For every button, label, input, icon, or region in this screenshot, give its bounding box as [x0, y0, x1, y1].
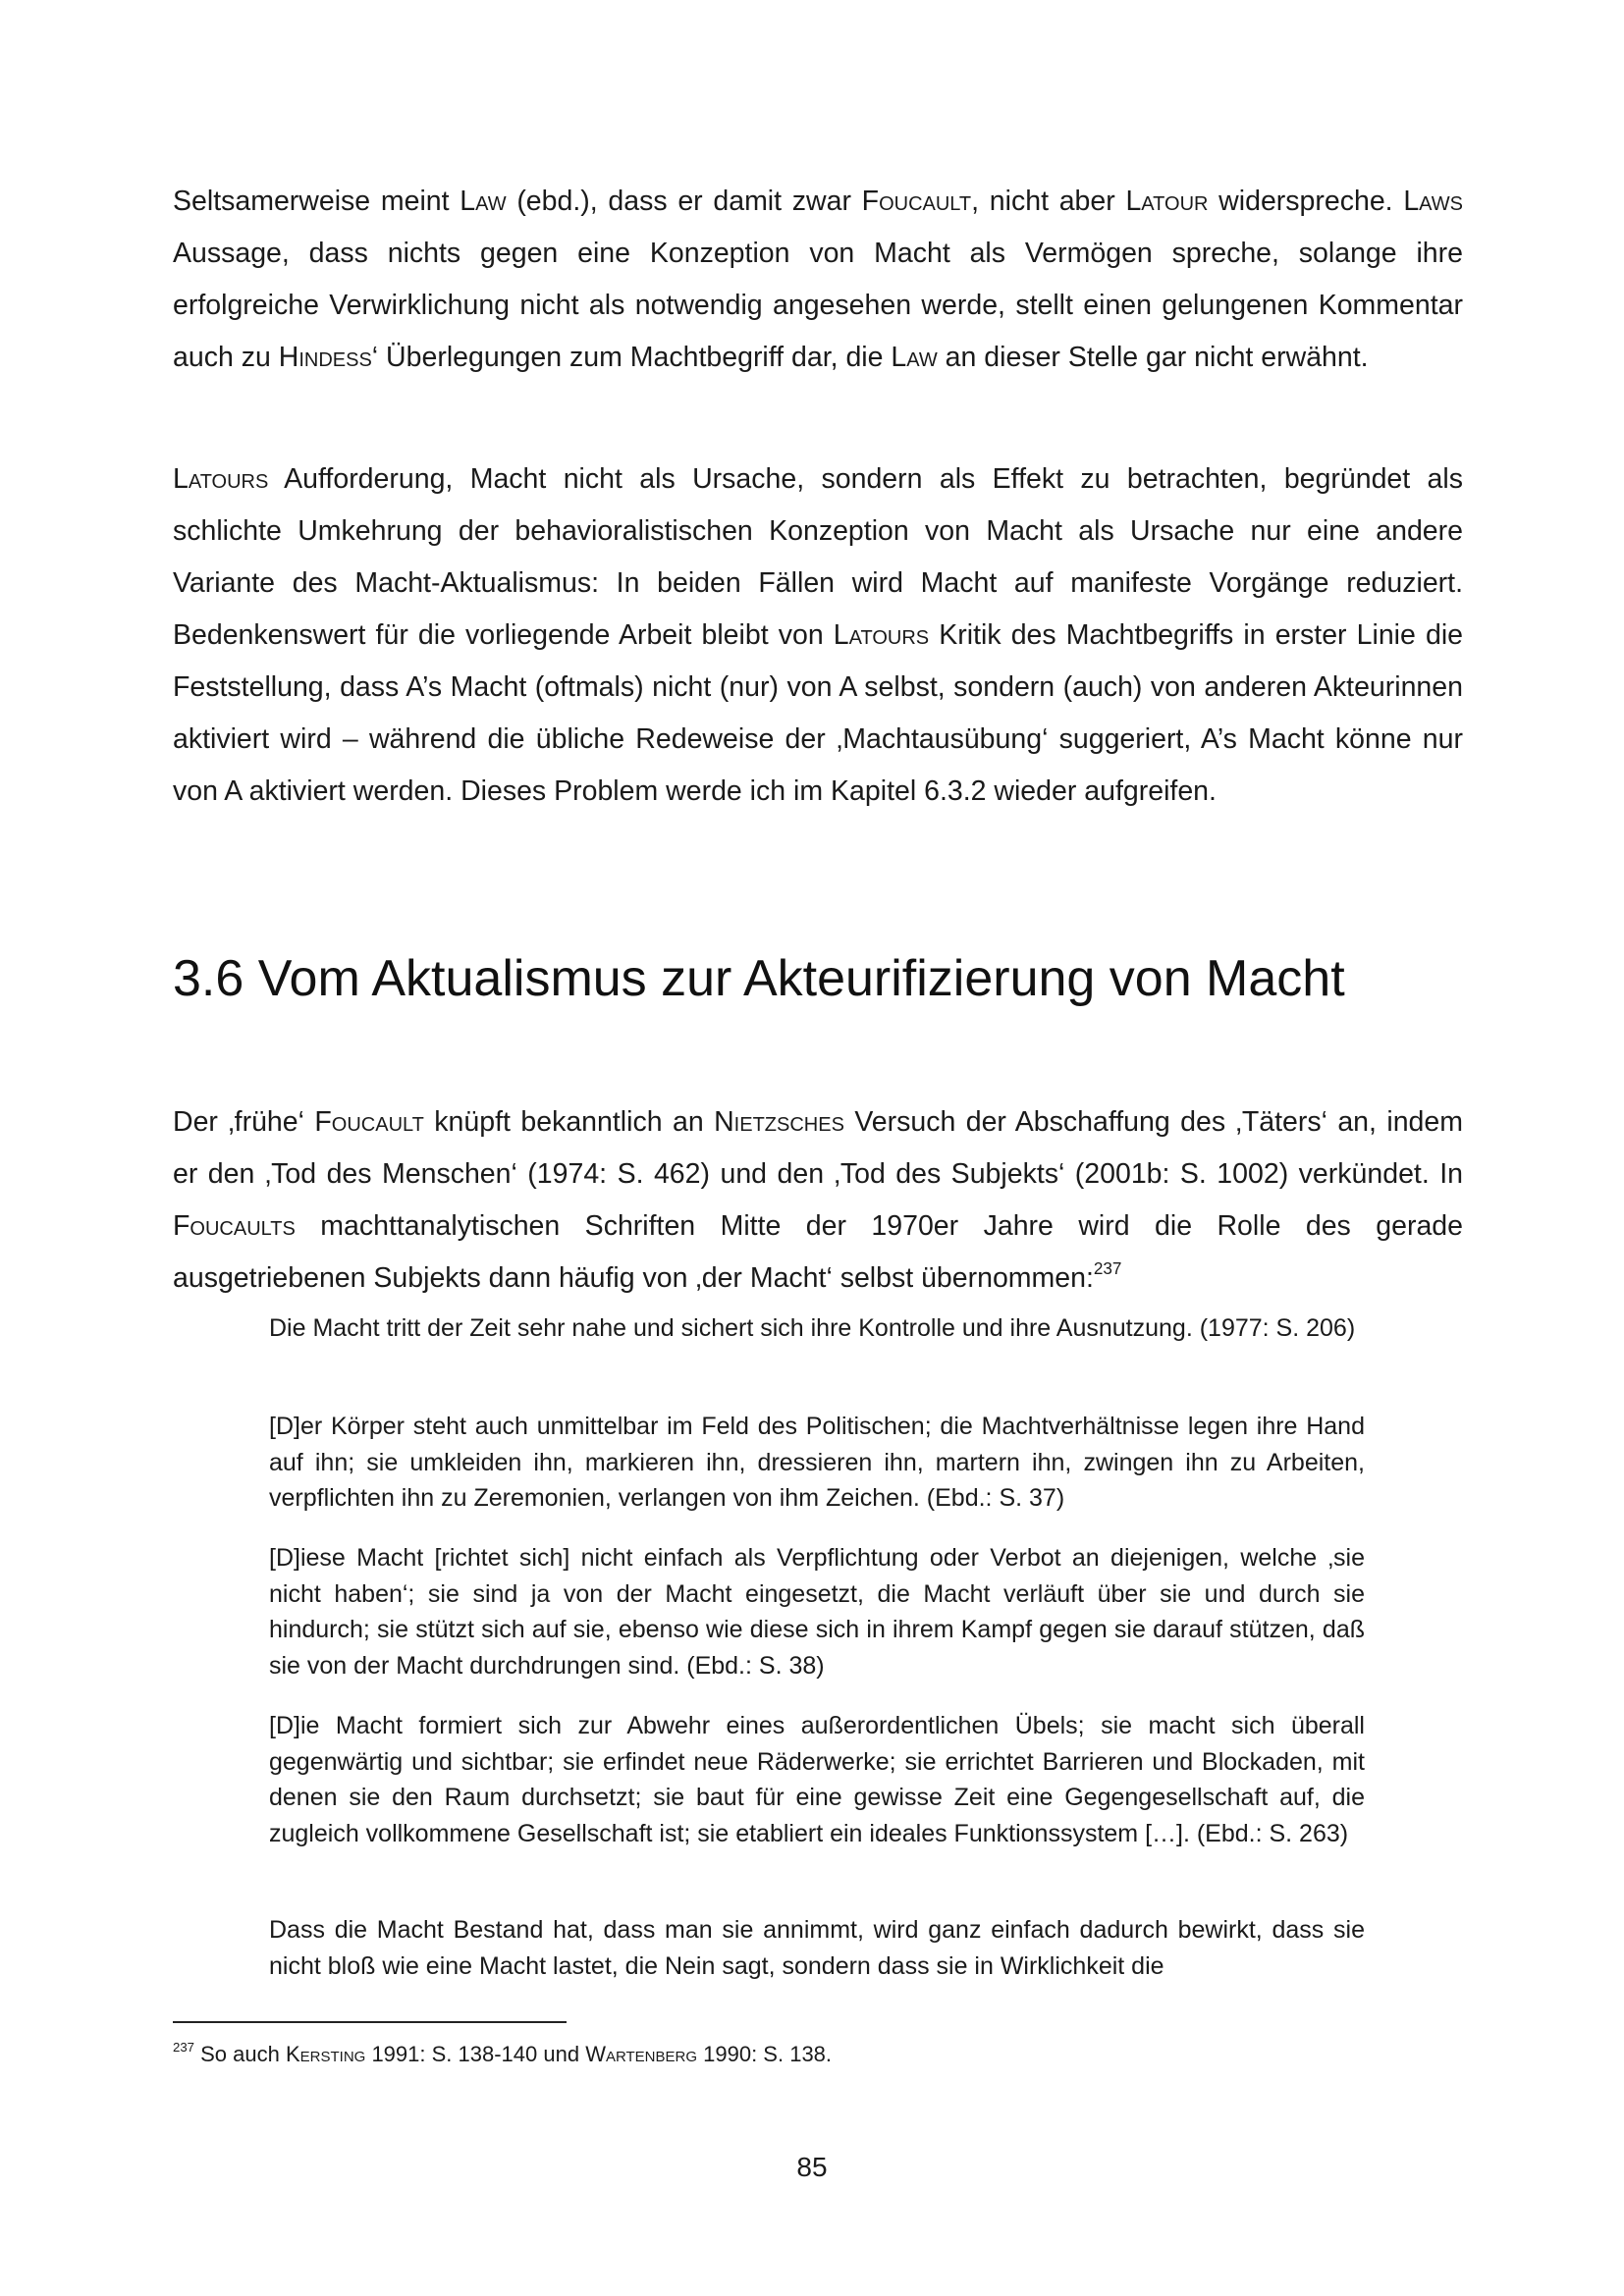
block-quote-2: [D]er Körper steht auch unmittelbar im Feld des Politischen; die Machtverhältnisse legen ihre Hand auf ihn; sie umkleiden ihn, markieren ihn, dressieren ihn, martern ihn, zwingen ihn zu Arbeiten, verpflichten ihn zu Zeremonien, verlangen von ihm Zeichen. (Ebd.: S. 37) [269, 1413, 1365, 1512]
small-caps-name: Hindess [278, 342, 372, 373]
footnote-marker: 237 [1093, 1259, 1122, 1279]
block-quote-4: [D]ie Macht formiert sich zur Abwehr eines außerordentlichen Übels; sie macht sich überall gegenwärtig und sichtbar; sie erfindet neue Räderwerke; sie errichtet Barrieren und Blockaden, mit denen sie den Raum durchsetzt; sie baut für eine gewisse Zeit eine Gegengesellschaft auf, die zugleich vollkommene Gesellschaft ist; sie etabliert ein ideales Funktionssystem […]. (Ebd.: S. 263) [269, 1712, 1365, 1847]
body-paragraph-3: Der ‚frühe‘ Foucault knüpft bekanntlich an Nietzsches Versuch der Abschaffung des ‚Täters‘ an, indem er den ‚Tod des Menschen‘ (1974: S. 462) und den ‚Tod des Subjekts‘ (2001b: S. 1002) verkündet. In Foucaults machttanalytischen Schriften Mitte der 1970er Jahre wird die Rolle des gerade ausgetriebenen Subjekts dann häufig von ‚der Macht‘ selbst übernommen:$^{237}$ [173, 1106, 1463, 1294]
page-number: 85 [796, 2152, 828, 2182]
small-caps-name: Foucaults [173, 1210, 296, 1242]
small-caps-name: Wartenberg [585, 2042, 698, 2066]
block-quote-5: Dass die Macht Bestand hat, dass man sie annimmt, wird ganz einfach dadurch bewirkt, dass sie nicht bloß wie eine Macht lastet, die Nein sagt, sondern dass sie in Wirklichkeit die [269, 1916, 1365, 1980]
small-caps-name: Law [460, 186, 507, 217]
footnote-separator [173, 2021, 567, 2023]
small-caps-name: Latours [833, 619, 930, 651]
section-heading: 3.6 Vom Aktualismus zur Akteurifizierung von Macht [173, 950, 1345, 1007]
small-caps-name: Law [891, 342, 938, 373]
footnote-marker: 237 [173, 2040, 195, 2056]
footnote-237: $^{237}$ So auch Kersting 1991: S. 138-140 und Wartenberg 1990: S. 138. [173, 2040, 833, 2066]
small-caps-name: Foucault [314, 1106, 424, 1138]
small-caps-name: Latour [1125, 186, 1209, 217]
small-caps-name: Kersting [285, 2042, 366, 2066]
body-paragraph-1: Seltsamerweise meint Law (ebd.), dass er damit zwar Foucault, nicht aber Latour widerspreche. Laws Aussage, dass nichts gegen eine Konzeption von Macht als Vermögen spreche, solange ihre erfolgreiche Verwirklichung nicht als notwendig angesehen werde, stellt einen gelungenen Kommentar auch zu Hindess‘ Überlegungen zum Machtbegriff dar, die Law an dieser Stelle gar nicht erwähnt. [173, 186, 1463, 373]
small-caps-name: Latours [173, 463, 269, 495]
body-paragraph-2: Latours Aufforderung, Macht nicht als Ursache, sondern als Effekt zu betrachten, begründet als schlichte Umkehrung der behavioralistischen Konzeption von Macht als Ursache nur eine andere Variante des Macht-Aktualismus: In beiden Fällen wird Macht auf manifeste Vorgänge reduziert. Bedenkenswert für die vorliegende Arbeit bleibt von Latours Kritik des Machtbegriffs in erster Linie die Feststellung, dass A’s Macht (oftmals) nicht (nur) von A selbst, sondern (auch) von anderen Akteurinnen aktiviert wird – während die übliche Redeweise der ‚Machtausübung‘ suggeriert, A’s Macht könne nur von A aktiviert werden. Dieses Problem werde ich im Kapitel 6.3.2 wieder aufgreifen. [173, 463, 1463, 807]
block-quote-1: Die Macht tritt der Zeit sehr nahe und sichert sich ihre Kontrolle und ihre Ausnutzung. (1977: S. 206) [269, 1314, 1356, 1342]
block-quote-3: [D]iese Macht [richtet sich] nicht einfach als Verpflichtung oder Verbot an diejenigen, welche ‚sie nicht haben‘; sie sind ja von der Macht eingesetzt, die Macht verläuft über sie und durch sie hindurch; sie stützt sich auf sie, ebenso wie diese sich in ihrem Kampf gegen sie darauf stützen, daß sie von der Macht durchdrungen sind. (Ebd.: S. 38) [269, 1544, 1365, 1680]
small-caps-name: Laws [1403, 186, 1463, 217]
small-caps-name: Nietzsches [714, 1106, 844, 1138]
small-caps-name: Foucault [861, 186, 972, 217]
